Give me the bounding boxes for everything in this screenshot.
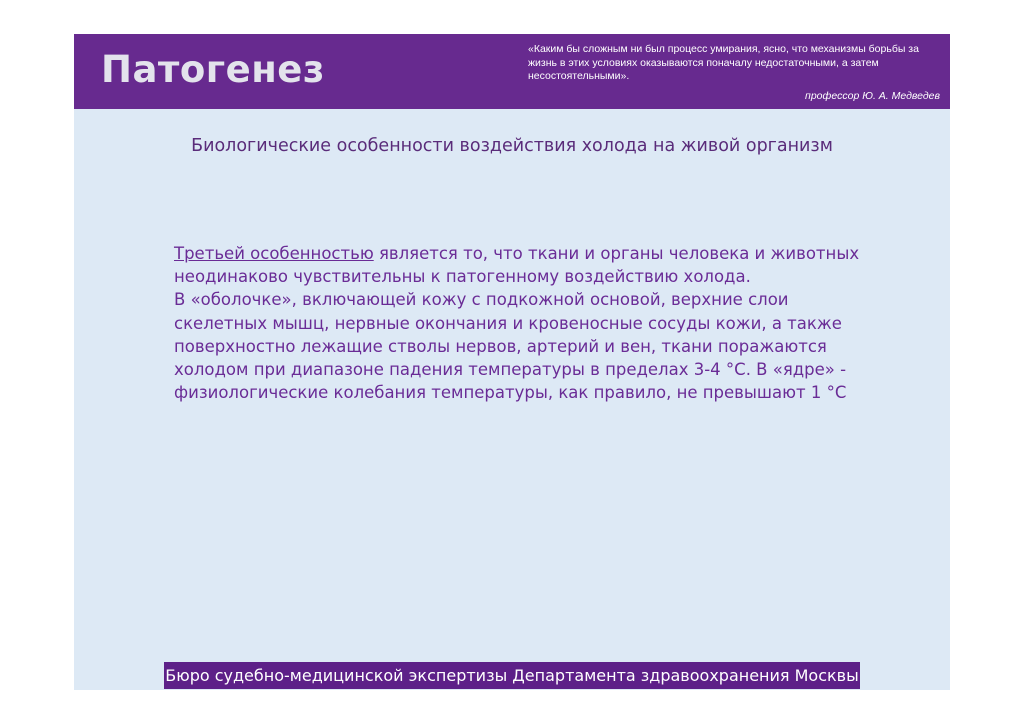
paragraph-1 xyxy=(174,242,874,288)
footer-banner: Бюро судебно-медицинской экспертизы Департамента здравоохранения Москвы xyxy=(164,662,860,689)
epigraph-author: профессор Ю. А. Медведев xyxy=(805,90,940,102)
paragraph-1-text: является то, что ткани и органы человека и животных неодинаково чувствительны к патогенному воздействию холода. xyxy=(174,244,860,287)
slide-title: Патогенез xyxy=(101,48,325,91)
slide xyxy=(74,34,950,690)
slide-subtitle: Биологические особенности воздействия холода на живой организм xyxy=(191,136,833,156)
body-text xyxy=(174,242,874,404)
epigraph-quote: «Каким бы сложным ни был процесс умирания, ясно, что механизмы борьбы за жизнь в этих условиях оказываются поначалу недостаточными, а затем несостоятельными». xyxy=(528,43,919,82)
lead-phrase: Третьей особенностью xyxy=(174,244,374,263)
header-banner xyxy=(74,34,950,109)
paragraph-2: В «оболочке», включающей кожу с подкожной основой, верхние слои скелетных мышц, нервные окончания и кровеносные сосуды кожи, а также поверхностно лежащие стволы нервов, артерий и вен, ткани поражаются холодом при диапазоне падения температуры в пределах 3-4 °С. В «ядре» - физиологические колебания температуры, как правило, не превышают 1 °С xyxy=(174,290,847,403)
